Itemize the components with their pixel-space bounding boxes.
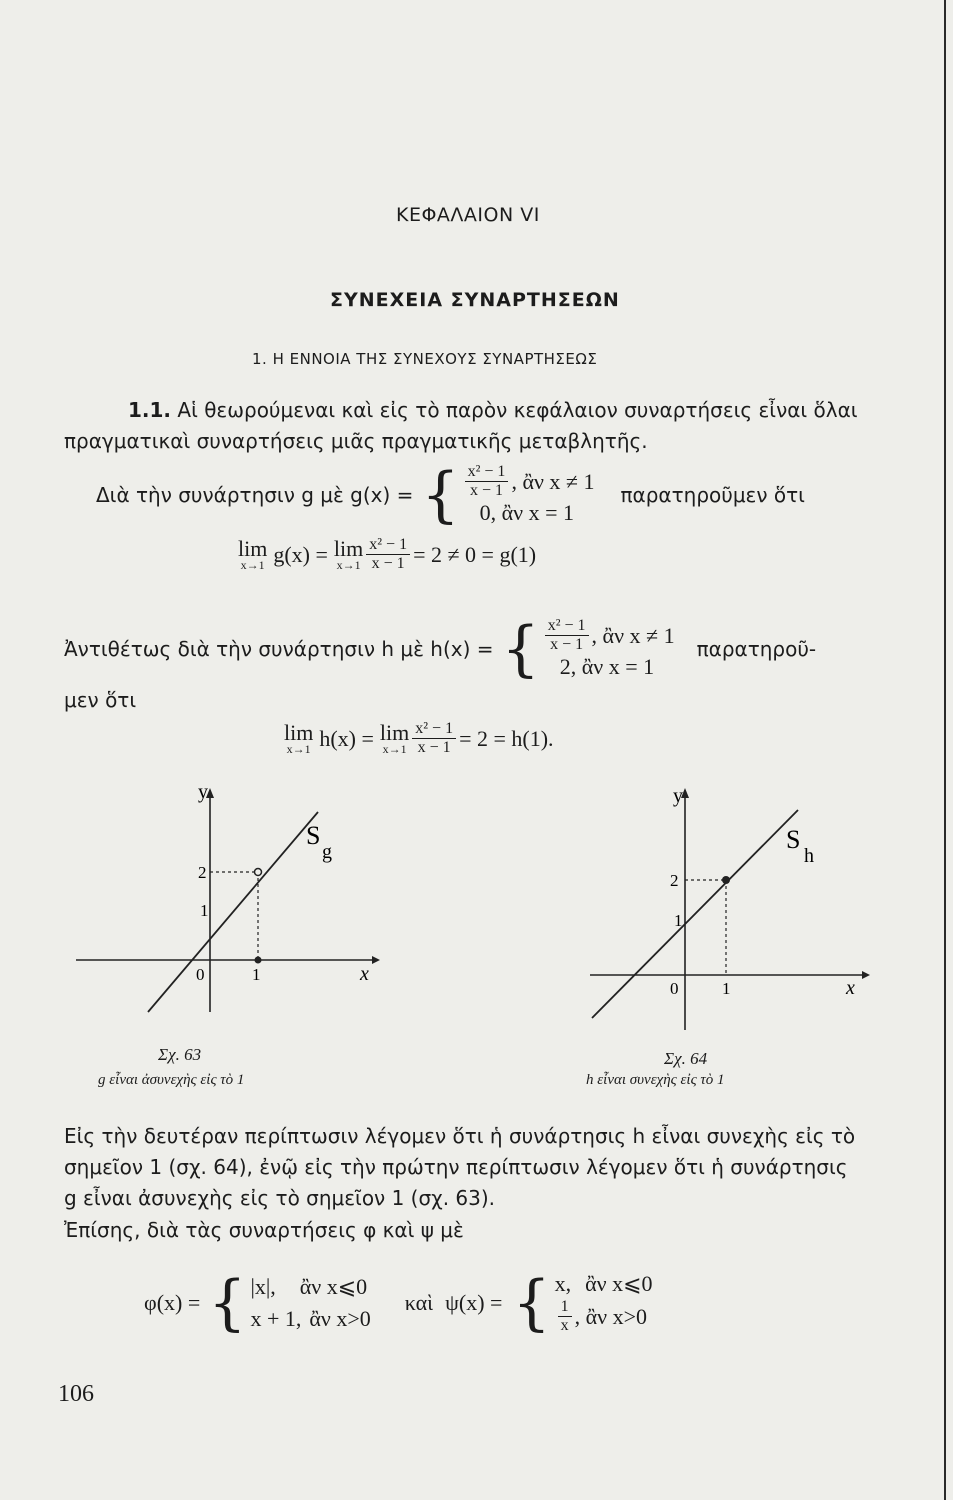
x-axis-arrow-icon	[372, 956, 380, 964]
brace-icon: {	[208, 1268, 247, 1338]
brace-icon: {	[421, 460, 460, 530]
tick-label-2: 2	[198, 863, 207, 882]
piecewise-cases-h: $\frac{\text{x² − 1}}{x - 1}$ , ἂν x ≠ 1 2, ἂν x = 1	[542, 618, 675, 680]
paragraph-1-line-2: πραγματικαὶ συναρτήσεις μιᾶς πραγματικῆς μεταβλητῆς.	[64, 429, 648, 453]
x-axis-arrow-icon	[862, 971, 870, 979]
limit-h: lim x→1 h(x) = lim x→1 $\frac{\text{x² − 1}}{x - 1}$ = 2 = h(1).	[284, 719, 554, 756]
chapter-title: ΣΥΝΕΧΕΙΑ ΣΥΝΑΡΤΗΣΕΩΝ	[330, 289, 620, 311]
figure-64-graph	[540, 780, 872, 1040]
graph-line-sh	[592, 810, 801, 1018]
tick-label-1: 1	[674, 911, 683, 930]
figure-64-caption: h εἶναι συνεχὴς εἰς τὸ 1	[586, 1072, 725, 1088]
brace-icon: {	[501, 614, 540, 684]
x-axis-label: x	[846, 977, 855, 999]
origin-label: 0	[196, 965, 205, 984]
h1-point-icon	[722, 876, 730, 884]
page-number: 106	[58, 1381, 94, 1407]
definition-h: Ἀντιθέτως διὰ τὴν συνάρτησιν h μὲ h(x) = { $\frac{\text{x² − 1}}{x - 1}$ , ἂν x ≠ 1 2, ἂν x = 1 παρατηροῦ-	[64, 614, 817, 684]
limit-g: lim x→1 g(x) = lim x→1 $\frac{\text{x² − 1}}{x - 1}$ = 2 ≠ 0 = g(1)	[238, 535, 537, 572]
tick-label-2: 2	[670, 871, 679, 890]
y-axis-label: y	[198, 781, 208, 803]
g1-point-icon	[255, 957, 262, 964]
section-heading: 1. Η ΕΝΝΟΙΑ ΤΗΣ ΣΥΝΕΧΟΥΣ ΣΥΝΑΡΤΗΣΕΩΣ	[252, 350, 598, 368]
page-edge-line	[944, 0, 946, 1500]
paragraph-number: 1.1.	[128, 398, 172, 422]
y-axis-label: y	[673, 785, 683, 807]
brace-icon: {	[512, 1268, 551, 1338]
figure-64-number: Σχ. 64	[664, 1049, 708, 1068]
definition-h-tail: μεν ὅτι	[64, 688, 137, 712]
graph-line-sg	[148, 812, 321, 1012]
x-tick-label-1: 1	[252, 965, 261, 984]
chapter-heading: ΚΕΦΑΛΑΙΟΝ VI	[396, 204, 540, 226]
graph-label-sub: g	[322, 841, 332, 863]
paragraph-1-line-1: 1.1. Αἱ θεωρούμεναι καὶ εἰς τὸ παρὸν κεφάλαιον συναρτήσεις εἶναι ὅλαι	[128, 398, 858, 422]
tick-label-1: 1	[200, 901, 209, 920]
psi-cases: x, ἂν x⩽0 $\frac{1}{x}$ , ἂν x>0	[554, 1271, 653, 1335]
x-axis-label: x	[360, 963, 369, 985]
phi-cases: |x|, ἂν x⩽0 x + 1, ἂν x>0	[250, 1274, 371, 1331]
graph-label-s: S	[786, 825, 801, 854]
paragraph-2-line-2: σημεῖον 1 (σχ. 64), ἐνῷ εἰς τὴν πρώτην περίπτωσιν λέγομεν ὅτι ἡ συνάρτησις	[64, 1155, 848, 1179]
piecewise-cases-g: $\frac{\text{x² − 1}}{x - 1}$ , ἂν x ≠ 1 0, ἂν x = 1	[462, 464, 595, 526]
definition-g: Διὰ τὴν συνάρτησιν g μὲ g(x) = { $\frac{\text{x² − 1}}{x - 1}$ , ἂν x ≠ 1 0, ἂν x = 1 παρατηροῦμεν ὅτι	[96, 460, 805, 530]
paragraph-2-line-1: Εἰς τὴν δευτέραν περίπτωσιν λέγομεν ὅτι ἡ συνάρτησις h εἶναι συνεχὴς εἰς τὸ	[64, 1124, 856, 1148]
origin-label: 0	[670, 979, 679, 998]
graph-label-s: S	[306, 821, 321, 850]
figure-63-caption: g εἶναι ἀσυνεχὴς εἰς τὸ 1	[98, 1072, 245, 1088]
paragraph-2-line-3: g εἶναι ἀσυνεχὴς εἰς τὸ σημεῖον 1 (σχ. 63).	[64, 1186, 496, 1210]
figure-63-number: Σχ. 63	[158, 1045, 202, 1064]
paragraph-2-line-4: Ἐπίσης, διὰ τὰς συναρτήσεις φ καὶ ψ μὲ	[64, 1218, 464, 1242]
graph-label-sub: h	[804, 845, 814, 867]
x-tick-label-1: 1	[722, 979, 731, 998]
figure-63-graph	[60, 780, 380, 1020]
hole-point-icon	[255, 869, 262, 876]
phi-psi-definitions: φ(x) = { |x|, ἂν x⩽0 x + 1, ἂν x>0 καὶ ψ(x) = { x, ἂν x⩽0 $\frac{1}{x}$ , ἂν x>0	[144, 1268, 653, 1338]
